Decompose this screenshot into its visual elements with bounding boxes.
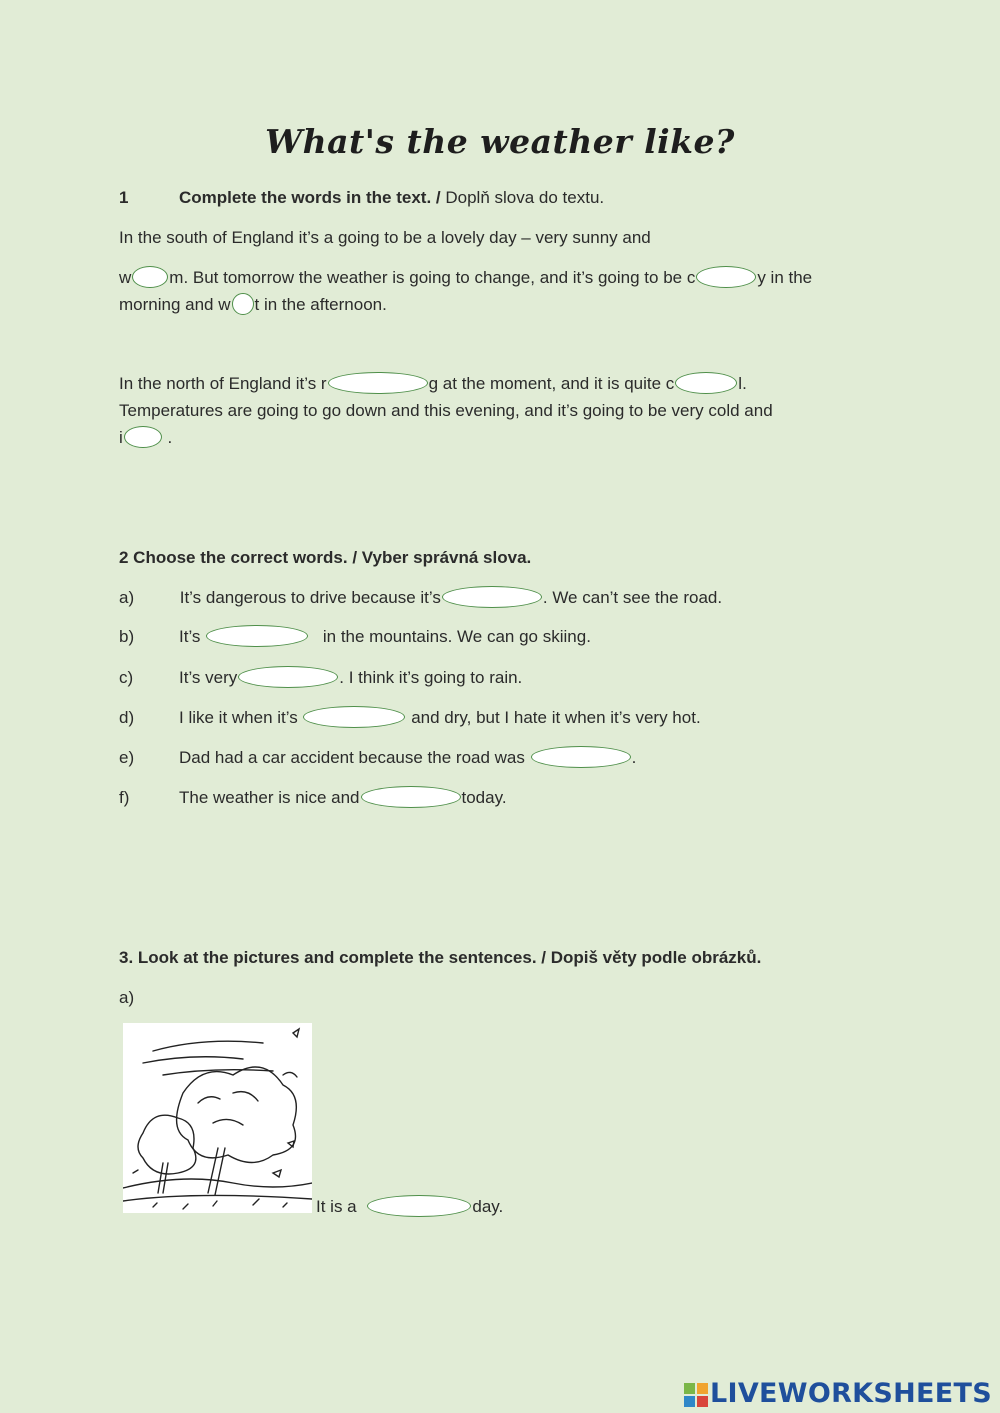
text-end: . xyxy=(162,428,173,447)
gap-a[interactable] xyxy=(442,586,542,608)
text-y: y in the xyxy=(757,268,813,287)
item-before: It’s xyxy=(179,627,206,646)
gap-icy[interactable] xyxy=(124,426,162,448)
text-m: m. But tomorrow the weather is going to change, and it’s going to be c xyxy=(169,268,696,287)
gap-windy[interactable] xyxy=(367,1195,471,1217)
text-w: w xyxy=(119,268,132,287)
text-north: In the north of England it’s r xyxy=(119,374,327,393)
ex1-p2-line1 xyxy=(119,374,747,394)
ex1-heading-bold: Complete the words in the text. / xyxy=(179,188,441,207)
sentence-before: It is a xyxy=(316,1197,362,1216)
gap-f[interactable] xyxy=(361,786,461,808)
item-label: b) xyxy=(119,627,135,646)
gap-e[interactable] xyxy=(531,746,631,768)
item-after: . I think it’s going to rain. xyxy=(339,668,523,687)
ex1-p2-line2: Temperatures are going to go down and this evening, and it’s going to be very cold and xyxy=(119,401,773,420)
worksheet-title: What's the weather like? xyxy=(265,122,735,161)
ex1-p1-line3 xyxy=(119,295,387,315)
item-before: It’s dangerous to drive because it’s xyxy=(175,588,441,607)
item-before: It’s very xyxy=(179,668,238,687)
item-label: e) xyxy=(119,748,135,767)
text-afternoon: t in the afternoon. xyxy=(254,295,387,314)
item-after: today. xyxy=(461,788,507,807)
item-label: a) xyxy=(119,588,135,607)
item-before: Dad had a car accident because the road was xyxy=(179,748,530,767)
text-l: l. xyxy=(738,374,747,393)
gap-cool[interactable] xyxy=(675,372,737,394)
liveworksheets-logo xyxy=(684,1378,992,1409)
text-morning: morning and w xyxy=(119,295,231,314)
ex2-item xyxy=(119,668,522,688)
item-after: and dry, but I hate it when it’s very hot. xyxy=(406,708,701,727)
item-after: in the mountains. We can go skiing. xyxy=(318,627,591,646)
liveworksheets-logo-icon xyxy=(684,1383,708,1407)
ex1-p1-line1: In the south of England it’s a going to be a lovely day – very sunny and xyxy=(119,228,651,247)
liveworksheets-brand: LIVEWORKSHEETS xyxy=(709,1378,992,1409)
item-after: . We can’t see the road. xyxy=(542,588,723,607)
item-label: d) xyxy=(119,708,135,727)
gap-raining[interactable] xyxy=(328,372,428,394)
gap-b[interactable] xyxy=(206,625,308,647)
gap-c[interactable] xyxy=(238,666,338,688)
ex3-sentence xyxy=(316,1197,503,1217)
ex2-heading: 2 Choose the correct words. / Vyber správná slova. xyxy=(119,548,532,567)
ex2-item xyxy=(119,627,591,647)
text-i: i xyxy=(119,428,123,447)
ex2-item xyxy=(119,708,701,728)
item-before: The weather is nice and xyxy=(179,788,360,807)
text-moment: g at the moment, and it is quite c xyxy=(428,374,675,393)
item-label: c) xyxy=(119,668,134,687)
item-after: . xyxy=(631,748,637,767)
ex2-item xyxy=(119,748,636,768)
ex3-item-label: a) xyxy=(119,988,135,1007)
gap-wet[interactable] xyxy=(232,293,254,315)
gap-d[interactable] xyxy=(303,706,405,728)
gap-cloudy[interactable] xyxy=(696,266,756,288)
ex1-heading-normal: Doplň slova do textu. xyxy=(440,188,605,207)
ex3-heading: 3. Look at the pictures and complete the sentences. / Dopiš věty podle obrázků. xyxy=(119,948,762,967)
item-before: I like it when it’s xyxy=(179,708,303,727)
ex1-number: 1 xyxy=(119,188,129,207)
sentence-after: day. xyxy=(472,1197,504,1216)
ex1-heading xyxy=(119,188,604,208)
ex2-item xyxy=(119,588,722,608)
ex1-p2-line3 xyxy=(119,428,172,448)
ex2-item xyxy=(119,788,507,808)
item-label: f) xyxy=(119,788,130,807)
windy-trees-icon xyxy=(123,1023,312,1213)
gap-warm[interactable] xyxy=(132,266,168,288)
ex1-p1-line2 xyxy=(119,268,812,288)
